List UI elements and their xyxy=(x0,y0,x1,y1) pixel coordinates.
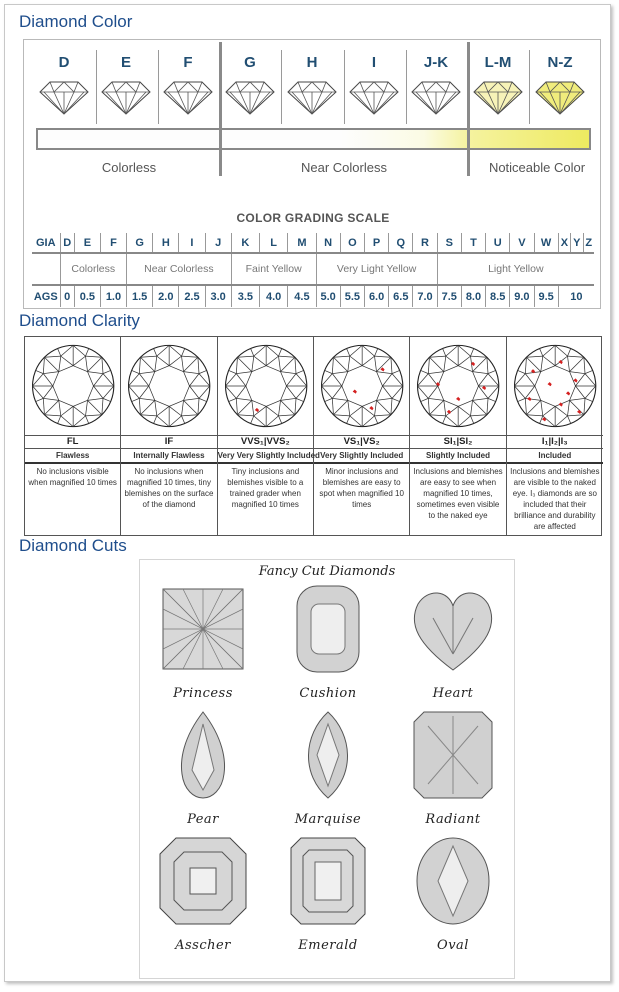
category-near-colorless: Near Colorless xyxy=(301,160,387,175)
gia-grade: P xyxy=(364,233,388,253)
ags-grade: 6.0 xyxy=(364,285,388,307)
gia-grade: Q xyxy=(389,233,413,253)
ags-grade: 1.5 xyxy=(127,285,153,307)
oval-cut-icon xyxy=(408,836,498,926)
ags-grade: 9.0 xyxy=(510,285,534,307)
color-grade-letter: H xyxy=(306,54,318,71)
color-grade-letter: I xyxy=(371,54,377,71)
clarity-grade-name: Slightly Included xyxy=(410,449,505,464)
scale-group: Near Colorless xyxy=(127,253,232,285)
clarity-grade-column xyxy=(25,337,121,535)
diamond-profile-icon xyxy=(410,80,462,116)
marquise-cut-icon xyxy=(283,710,373,800)
cut-name: Heart xyxy=(432,686,474,701)
round-brilliant-diagram-icon xyxy=(220,339,312,433)
clarity-grade-column xyxy=(410,337,506,535)
cut-name: Cushion xyxy=(299,686,357,701)
color-gradient-bar xyxy=(36,128,591,150)
diamond-profile-icon xyxy=(224,80,276,116)
color-grade-letter: L-M xyxy=(484,54,512,71)
clarity-chart xyxy=(24,336,602,536)
category-noticeable-color: Noticeable Color xyxy=(488,160,586,175)
gia-grade: O xyxy=(340,233,364,253)
ags-grade: 2.0 xyxy=(153,285,179,307)
gia-grade: Y xyxy=(571,233,583,253)
clarity-grade-code: FL xyxy=(25,435,120,449)
gia-grade: U xyxy=(486,233,510,253)
clarity-grade-column xyxy=(314,337,410,535)
ags-grade: 5.5 xyxy=(340,285,364,307)
color-grade-letter: J-K xyxy=(423,54,449,71)
diamond-profile-icon xyxy=(472,80,524,116)
cut-marquise xyxy=(273,710,383,835)
gia-grade: L xyxy=(260,233,288,253)
diamond-profile-icon xyxy=(286,80,338,116)
ags-grade: 2.5 xyxy=(179,285,205,307)
ags-grade: 4.5 xyxy=(288,285,316,307)
gia-grade: W xyxy=(534,233,558,253)
ags-grade: 1.0 xyxy=(100,285,126,307)
gia-label: GIA xyxy=(32,233,60,253)
clarity-grade-name: Flawless xyxy=(25,449,120,464)
diamond-profile-icon xyxy=(162,80,214,116)
ags-grade: 5.0 xyxy=(316,285,340,307)
clarity-grade-name: Very Slightly Included xyxy=(314,449,409,464)
ags-grade: 8.0 xyxy=(461,285,485,307)
round-brilliant-diagram-icon xyxy=(509,339,601,433)
clarity-grade-description: Tiny inclusions and blemishes visible to a trained grader when magnified 10 times xyxy=(227,467,304,509)
ags-grade: 0 xyxy=(60,285,74,307)
clarity-grade-code: IF xyxy=(121,435,216,449)
ags-grade: 7.0 xyxy=(413,285,437,307)
diamond-profile-icon xyxy=(534,80,586,116)
cut-oval xyxy=(398,836,508,961)
diamond-profile-icon xyxy=(100,80,152,116)
divider xyxy=(219,42,222,176)
clarity-grade-name: Included xyxy=(507,449,603,464)
fancy-cuts-image xyxy=(139,559,515,979)
gia-grade: I xyxy=(179,233,205,253)
round-brilliant-diagram-icon xyxy=(27,339,119,433)
scale-group: Colorless xyxy=(60,253,127,285)
emerald-cut-icon xyxy=(283,836,373,926)
clarity-grade-column xyxy=(217,337,320,535)
cut-radiant xyxy=(398,710,508,835)
round-brilliant-diagram-icon xyxy=(316,339,408,433)
fancy-cuts-heading: Fancy Cut Diamonds xyxy=(258,564,396,579)
clarity-grade-name: Internally Flawless xyxy=(121,449,216,464)
cushion-cut-icon xyxy=(283,584,373,674)
gia-grade: N xyxy=(316,233,340,253)
cut-name: Oval xyxy=(437,938,469,953)
gia-grade: V xyxy=(510,233,534,253)
round-brilliant-diagram-icon xyxy=(123,339,215,433)
ags-grade: 3.5 xyxy=(231,285,259,307)
clarity-grade-description: No inclusions visible when magnified 10 times xyxy=(28,467,117,487)
gia-grade: J xyxy=(205,233,231,253)
scale-group: Light Yellow xyxy=(437,253,594,285)
gia-grade: M xyxy=(288,233,316,253)
clarity-grade-code: VS₁|VS₂ xyxy=(314,435,409,449)
cut-emerald xyxy=(273,836,383,961)
cut-name: Radiant xyxy=(425,812,481,827)
color-grading-scale-title: COLOR GRADING SCALE xyxy=(236,211,390,225)
clarity-grade-description: Minor inclusions and blemishes are easy to spot when magnified 10 times xyxy=(319,467,404,509)
divider xyxy=(344,50,345,124)
category-colorless: Colorless xyxy=(101,160,157,175)
clarity-grade-code: SI₁|SI₂ xyxy=(410,435,505,449)
clarity-grade-code: VVS₁|VVS₂ xyxy=(218,435,313,449)
round-brilliant-diagram-icon xyxy=(412,339,504,433)
heart-cut-icon xyxy=(408,584,498,674)
ags-grade: 7.5 xyxy=(437,285,461,307)
clarity-section-title: Diamond Clarity xyxy=(19,311,140,330)
cut-name: Pear xyxy=(187,812,219,827)
clarity-grade-description: No inclusions when magnified 10 times, tiny blemishes on the surface of the diamond xyxy=(124,467,214,509)
gia-grade: H xyxy=(153,233,179,253)
color-grade-letter: G xyxy=(244,54,256,71)
cut-name: Marquise xyxy=(294,812,362,827)
clarity-grade-description: Inclusions and blemishes are visible to the naked eye. I₃ diamonds are so included that their brilliance and durability are affected xyxy=(510,467,600,531)
clarity-grade-column xyxy=(121,337,217,535)
ags-grade: 6.5 xyxy=(389,285,413,307)
ags-grade: 8.5 xyxy=(486,285,510,307)
cut-pear xyxy=(148,710,258,835)
color-grade-letter: N-Z xyxy=(547,54,573,71)
gia-grade: S xyxy=(437,233,461,253)
color-grade-letter: F xyxy=(183,54,193,71)
clarity-grade-description: Inclusions and blemishes are easy to see when magnified 10 times, sometimes even visible to the naked eye xyxy=(413,467,503,520)
ags-grade: 4.0 xyxy=(260,285,288,307)
divider xyxy=(281,50,282,124)
gia-grade: Z xyxy=(583,233,594,253)
ags-grade: 0.5 xyxy=(74,285,100,307)
gia-grade: R xyxy=(413,233,437,253)
gia-grade: D xyxy=(60,233,74,253)
cut-name: Princess xyxy=(173,686,233,701)
princess-cut-icon xyxy=(158,584,248,674)
gia-grade: F xyxy=(100,233,126,253)
diamond-profile-icon xyxy=(38,80,90,116)
color-grade-letter: E xyxy=(120,54,131,71)
diamond-profile-icon xyxy=(348,80,400,116)
color-chart xyxy=(23,39,601,309)
clarity-grade-name: Very Very Slightly Included xyxy=(218,449,313,464)
ags-grade: 3.0 xyxy=(205,285,231,307)
divider xyxy=(96,50,97,124)
cuts-section-title: Diamond Cuts xyxy=(19,536,127,555)
asscher-cut-icon xyxy=(158,836,248,926)
color-grade-letter: D xyxy=(58,54,70,71)
scale-group: Very Light Yellow xyxy=(316,253,437,285)
divider xyxy=(406,50,407,124)
ags-grade: 9.5 xyxy=(534,285,558,307)
cut-cushion xyxy=(273,584,383,709)
cut-heart xyxy=(398,584,508,709)
divider xyxy=(158,50,159,124)
ags-label: AGS xyxy=(33,290,58,303)
pear-cut-icon xyxy=(158,710,248,800)
clarity-grade-column xyxy=(507,337,603,535)
page-frame xyxy=(4,4,611,982)
ags-grade: 10 xyxy=(558,285,594,307)
radiant-cut-icon xyxy=(408,710,498,800)
gia-grade: K xyxy=(231,233,259,253)
clarity-grade-code: I₁|I₂|I₃ xyxy=(507,435,603,449)
gia-grade: T xyxy=(461,233,485,253)
divider xyxy=(529,50,530,124)
cut-name: Emerald xyxy=(298,938,358,953)
cut-name: Asscher xyxy=(175,938,231,953)
cut-asscher xyxy=(148,836,258,961)
cut-princess xyxy=(148,584,258,709)
color-section-title: Diamond Color xyxy=(19,12,133,31)
scale-group: Faint Yellow xyxy=(231,253,316,285)
gia-grade: X xyxy=(558,233,570,253)
gia-grade: G xyxy=(127,233,153,253)
gia-grade: E xyxy=(74,233,100,253)
color-grading-table xyxy=(32,233,594,307)
divider xyxy=(467,42,470,176)
